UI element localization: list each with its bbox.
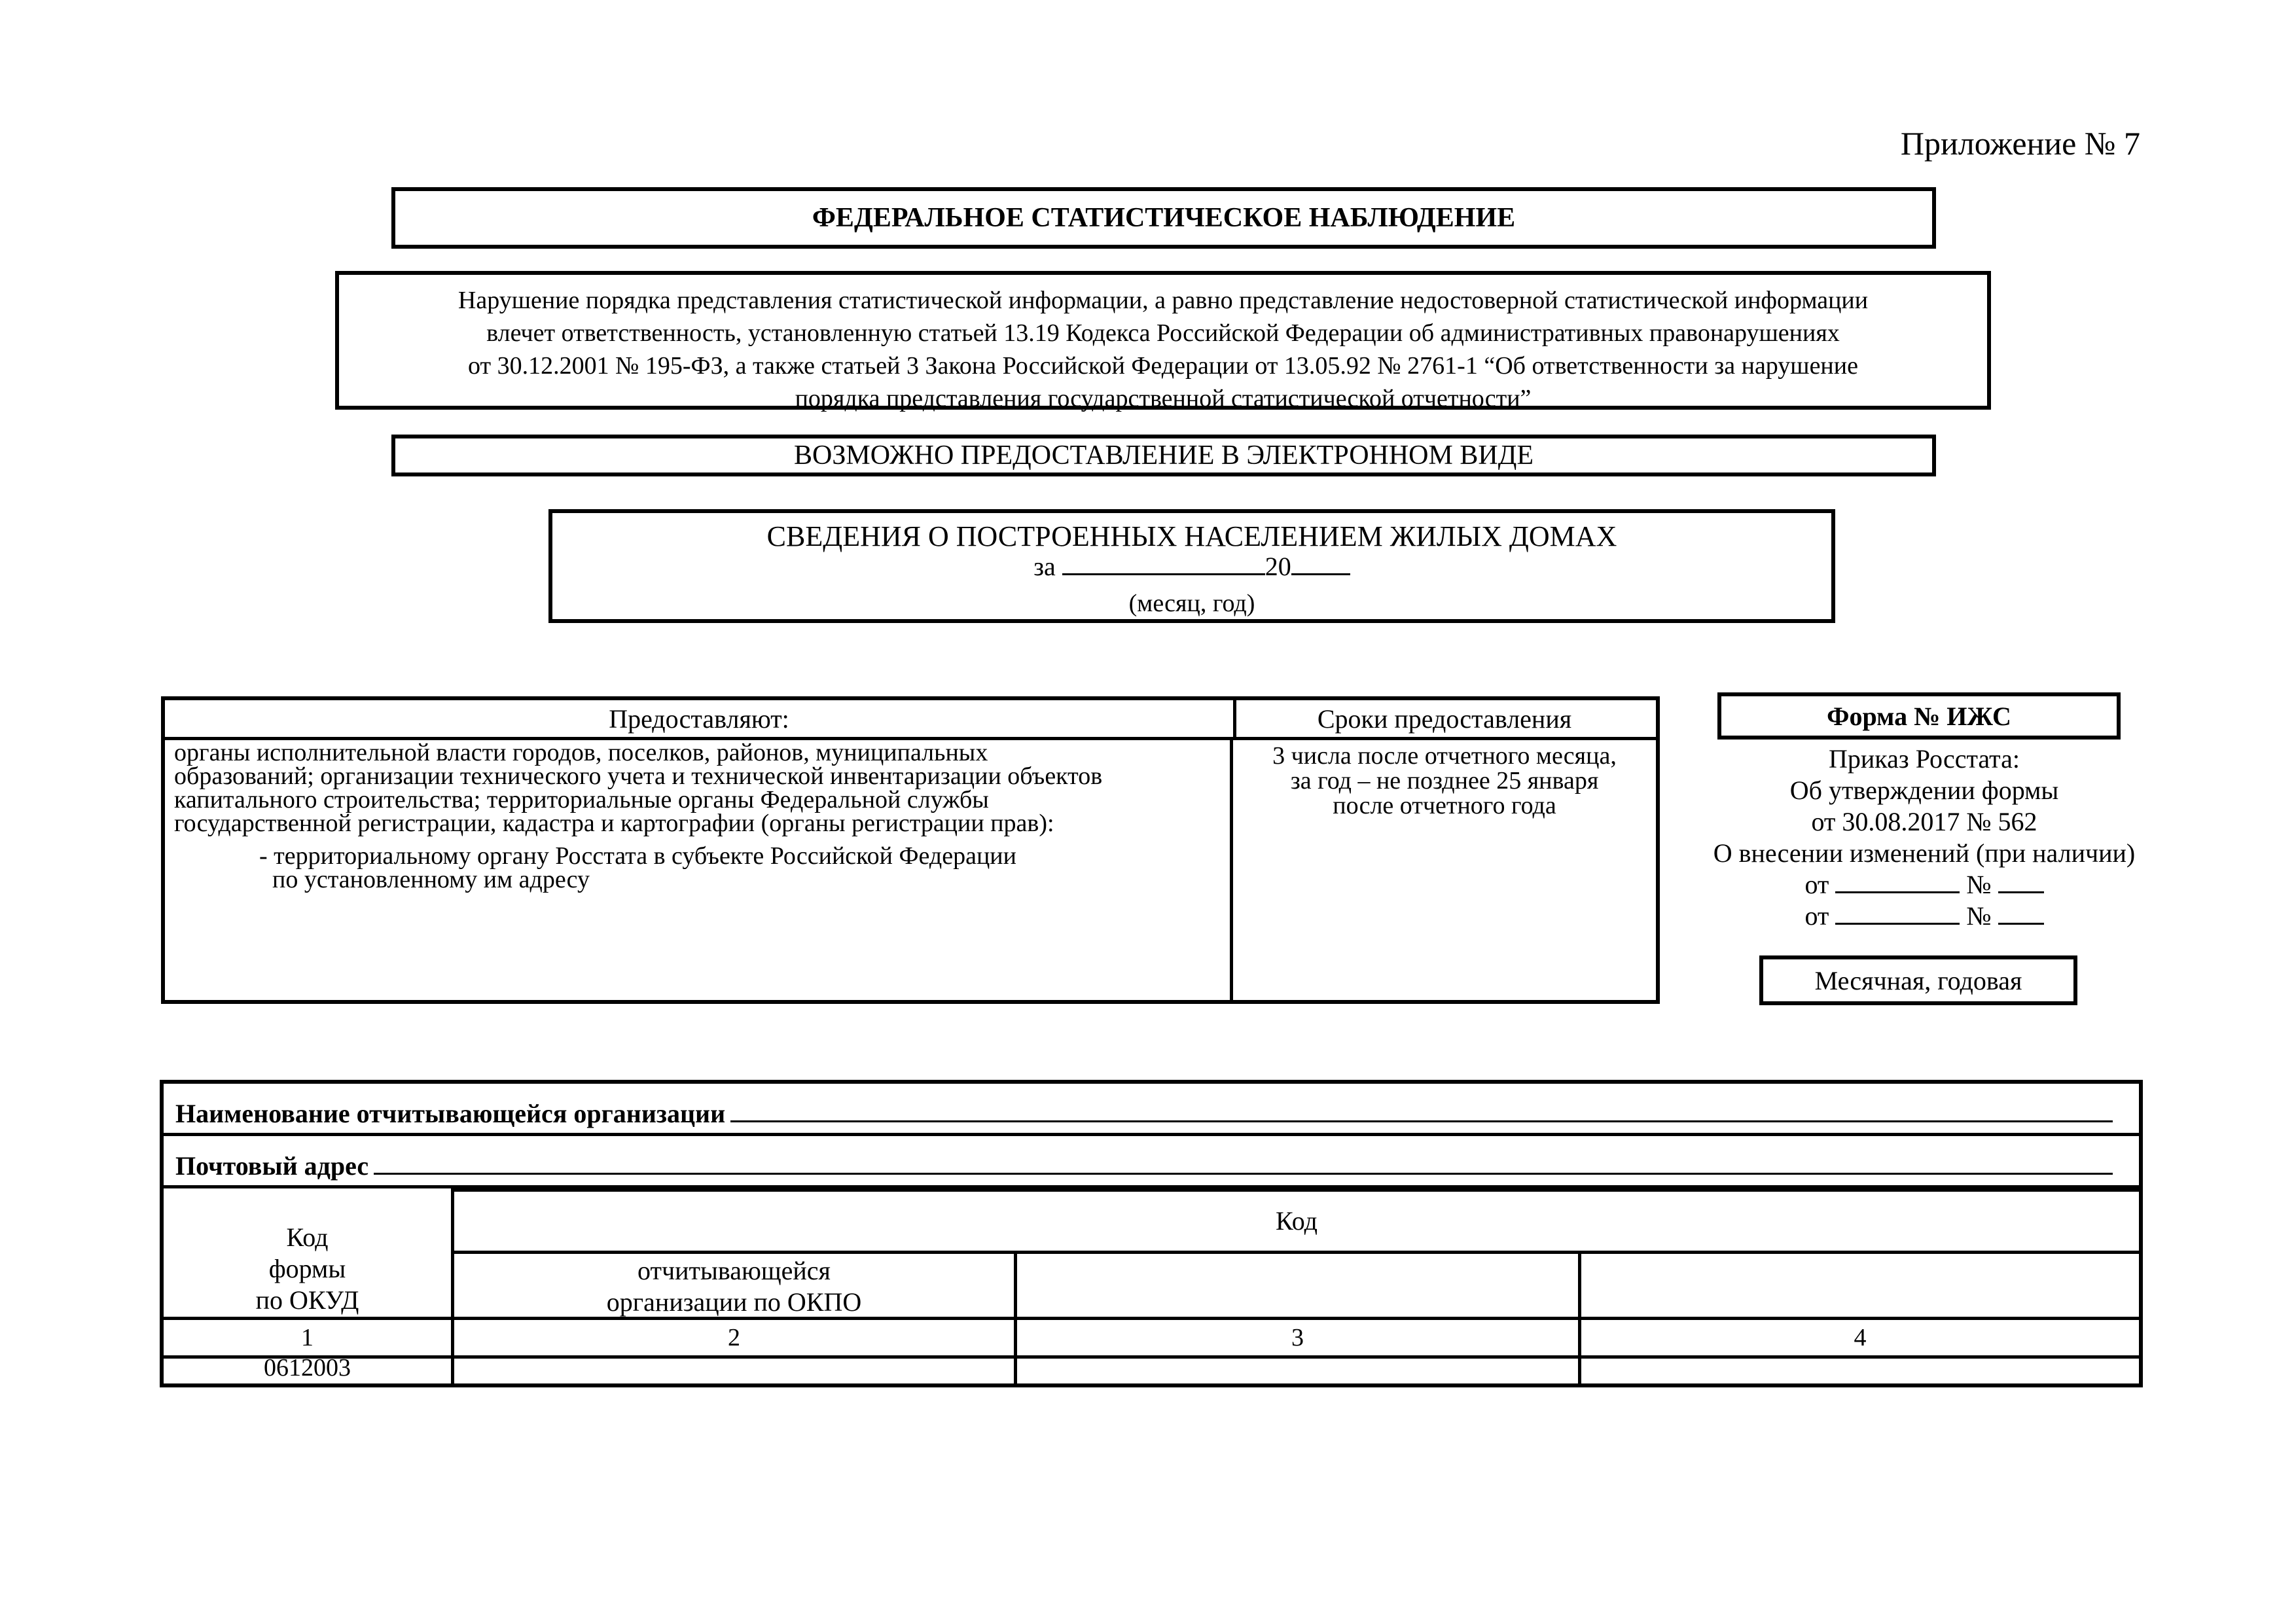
- form-number: Форма № ИЖС: [1717, 692, 2121, 740]
- form-approval-info: [1676, 743, 2173, 932]
- column-number: 2: [454, 1320, 1017, 1355]
- appendix-number: Приложение № 7: [1900, 125, 2140, 162]
- violation-line-1: Нарушение порядка представления статистической информации, а равно представление недостоверной статистической информации: [457, 287, 1869, 314]
- column-number: 1: [164, 1320, 454, 1355]
- deadline-line: за год – не позднее 25 января: [1290, 767, 1599, 794]
- change-number-blank[interactable]: [1998, 902, 2044, 925]
- org-address-field[interactable]: [374, 1172, 2113, 1175]
- okpo-value-field[interactable]: [454, 1352, 1017, 1383]
- providers-recipient: - территориальному органу Росстата в субъекте Российской Федерации: [259, 842, 1016, 870]
- period-hint: (месяц, год): [1128, 590, 1255, 617]
- providers-line: образований; организации технического учета и технической инвентаризации объектов: [174, 762, 1103, 790]
- form-change-row-1: от №: [1676, 869, 2173, 901]
- change-date-blank[interactable]: [1835, 870, 1960, 893]
- report-title-box: [548, 509, 1835, 623]
- form-changes: О внесении изменений (при наличии): [1713, 838, 2136, 868]
- form-periodicity: Месячная, годовая: [1759, 955, 2077, 1005]
- organization-table: [160, 1080, 2143, 1387]
- providers-body: [165, 737, 1233, 1000]
- period-month-blank[interactable]: [1062, 554, 1265, 575]
- deadline-body: [1233, 737, 1656, 1000]
- okud-code-header: Код формы по ОКУД: [164, 1188, 454, 1349]
- code-col-4-header: [1581, 1254, 2139, 1319]
- deadline-header: Сроки предоставления: [1233, 700, 1656, 740]
- providers-header: Предоставляют:: [165, 700, 1236, 740]
- code-col-3-field[interactable]: [1017, 1352, 1581, 1383]
- change-number-blank[interactable]: [1998, 870, 2044, 893]
- okud-value: 0612003: [164, 1352, 454, 1383]
- org-name-row: [164, 1084, 2139, 1136]
- providers-line: органы исполнительной власти городов, поселков, районов, муниципальных: [174, 739, 988, 766]
- period-year-prefix: 20: [1265, 552, 1291, 581]
- violation-line-2: влечет ответственность, установленную статьей 13.19 Кодекса Российской Федерации об административных правонарушениях: [486, 319, 1840, 347]
- form-change-row-2: от №: [1676, 901, 2173, 932]
- report-title: СВЕДЕНИЯ О ПОСТРОЕННЫХ НАСЕЛЕНИЕМ ЖИЛЫХ ДОМАХ: [766, 520, 1617, 552]
- code-header: Код: [454, 1188, 2139, 1254]
- form-order: Приказ Росстата:: [1829, 744, 2020, 774]
- org-name-label: Наименование отчитывающейся организации: [175, 1099, 726, 1128]
- electronic-submission-note: ВОЗМОЖНО ПРЕДОСТАВЛЕНИЕ В ЭЛЕКТРОННОМ ВИДЕ: [391, 435, 1936, 476]
- org-name-field[interactable]: [730, 1120, 2113, 1122]
- violation-line-3: от 30.12.2001 № 195-ФЗ, а также статьей 3 Закона Российской Федерации от 13.05.92 № 2761-1 “Об ответственности за нарушение: [468, 352, 1858, 380]
- period-za-label: за: [1033, 552, 1056, 581]
- form-approval: Об утверждении формы: [1789, 776, 2059, 805]
- code-values-row: [164, 1352, 2139, 1383]
- federal-observation-title: ФЕДЕРАЛЬНОЕ СТАТИСТИЧЕСКОЕ НАБЛЮДЕНИЕ: [391, 187, 1936, 249]
- violation-notice: [335, 271, 1991, 410]
- code-col-4-field[interactable]: [1581, 1352, 2139, 1383]
- org-address-row: [164, 1136, 2139, 1188]
- providers-line: капитального строительства; территориальные органы Федеральной службы: [174, 786, 989, 813]
- providers-recipient-address: по установленному им адресу: [272, 866, 590, 893]
- providers-line: государственной регистрации, кадастра и картографии (органы регистрации прав):: [174, 810, 1054, 837]
- deadline-line: после отчетного года: [1333, 792, 1556, 819]
- org-address-label: Почтовый адрес: [175, 1151, 369, 1181]
- okpo-header: отчитывающейся организации по ОКПО: [454, 1254, 1017, 1319]
- report-period-line: [552, 551, 1831, 582]
- form-approval-date: от 30.08.2017 № 562: [1811, 807, 2037, 836]
- deadline-line: 3 числа после отчетного месяца,: [1272, 742, 1617, 770]
- column-number: 3: [1017, 1320, 1581, 1355]
- period-year-blank[interactable]: [1291, 554, 1350, 575]
- code-col-3-header: [1017, 1254, 1581, 1319]
- providers-table: [161, 696, 1660, 1004]
- column-number: 4: [1854, 1324, 1867, 1351]
- change-date-blank[interactable]: [1835, 902, 1960, 925]
- violation-line-4: порядка представления государственной статистической отчетности”: [795, 385, 1532, 412]
